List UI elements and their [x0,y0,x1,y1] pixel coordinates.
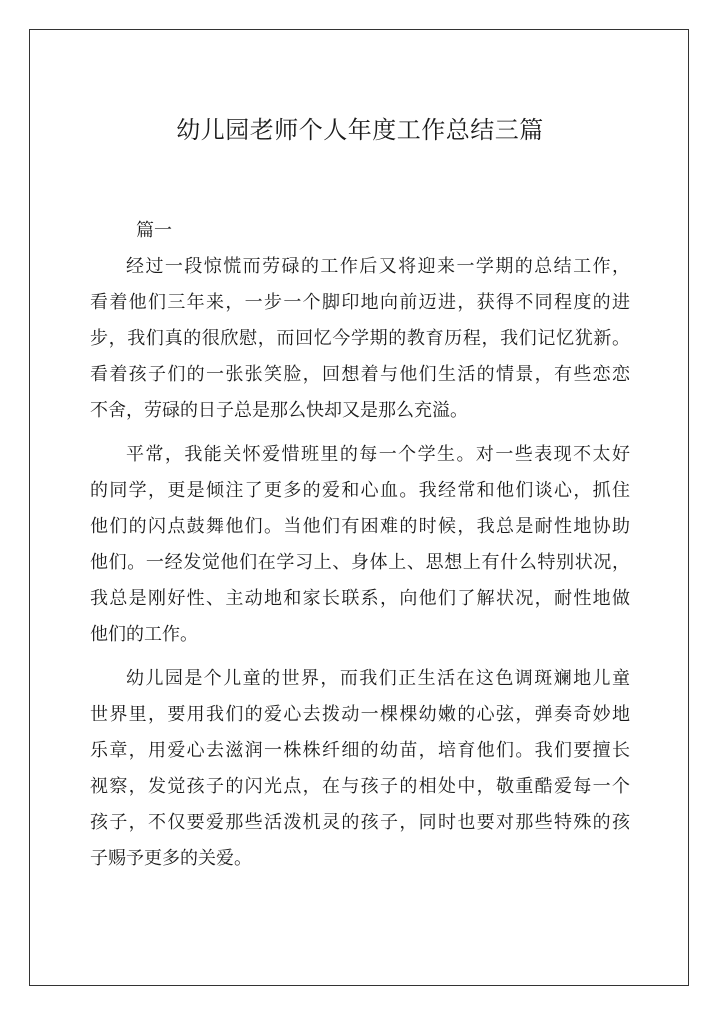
paragraph-2-line-5: 我总是刚好性、主动地和家长联系，向他们了解状况，耐性地做 [90,588,630,609]
paragraph-1-line-4: 看着孩子们的一张张笑脸，回想着与他们生活的情景，有些恋恋 [90,364,630,385]
paragraph-3-line-6: 子赐予更多的关爱。 [90,848,252,869]
document-title: 幼儿园老师个人年度工作总结三篇 [176,116,544,144]
paragraph-1-line-1: 经过一段惊慌而劳碌的工作后又将迎来一学期的总结工作， [126,256,630,277]
paragraph-2-line-4: 他们。一经发觉他们在学习上、身体上、思想上有什么特别状况， [90,552,630,573]
paragraph-3-line-4: 视察，发觉孩子的闪光点，在与孩子的相处中，敬重酷爱每一个 [90,776,630,797]
paragraph-3-line-2: 世界里，要用我们的爱心去拨动一棵棵幼嫩的心弦，弹奏奇妙地 [90,704,630,725]
paragraph-1-line-2: 看着他们三年来，一步一个脚印地向前迈进，获得不同程度的进 [90,292,630,313]
paragraph-2-line-1: 平常，我能关怀爱惜班里的每一个学生。对一些表现不太好 [126,444,630,465]
paragraph-3-line-3: 乐章，用爱心去滋润一株株纤细的幼苗，培育他们。我们要擅长 [90,740,630,761]
paragraph-1-line-3: 步，我们真的很欣慰，而回忆今学期的教育历程，我们记忆犹新。 [90,328,630,349]
paragraph-2-line-6: 他们的工作。 [90,624,198,645]
page-border [29,29,689,986]
section-label: 篇一 [136,220,172,241]
paragraph-3-line-5: 孩子，不仅要爱那些活泼机灵的孩子，同时也要对那些特殊的孩 [90,812,630,833]
paragraph-3-line-1: 幼儿园是个儿童的世界，而我们正生活在这色调斑斓地儿童 [126,668,630,689]
paragraph-2-line-3: 他们的闪点鼓舞他们。当他们有困难的时候，我总是耐性地协助 [90,516,630,537]
paragraph-2-line-2: 的同学，更是倾注了更多的爱和心血。我经常和他们谈心，抓住 [90,480,630,501]
paragraph-1-line-5: 不舍，劳碌的日子总是那么快却又是那么充溢。 [90,400,468,421]
